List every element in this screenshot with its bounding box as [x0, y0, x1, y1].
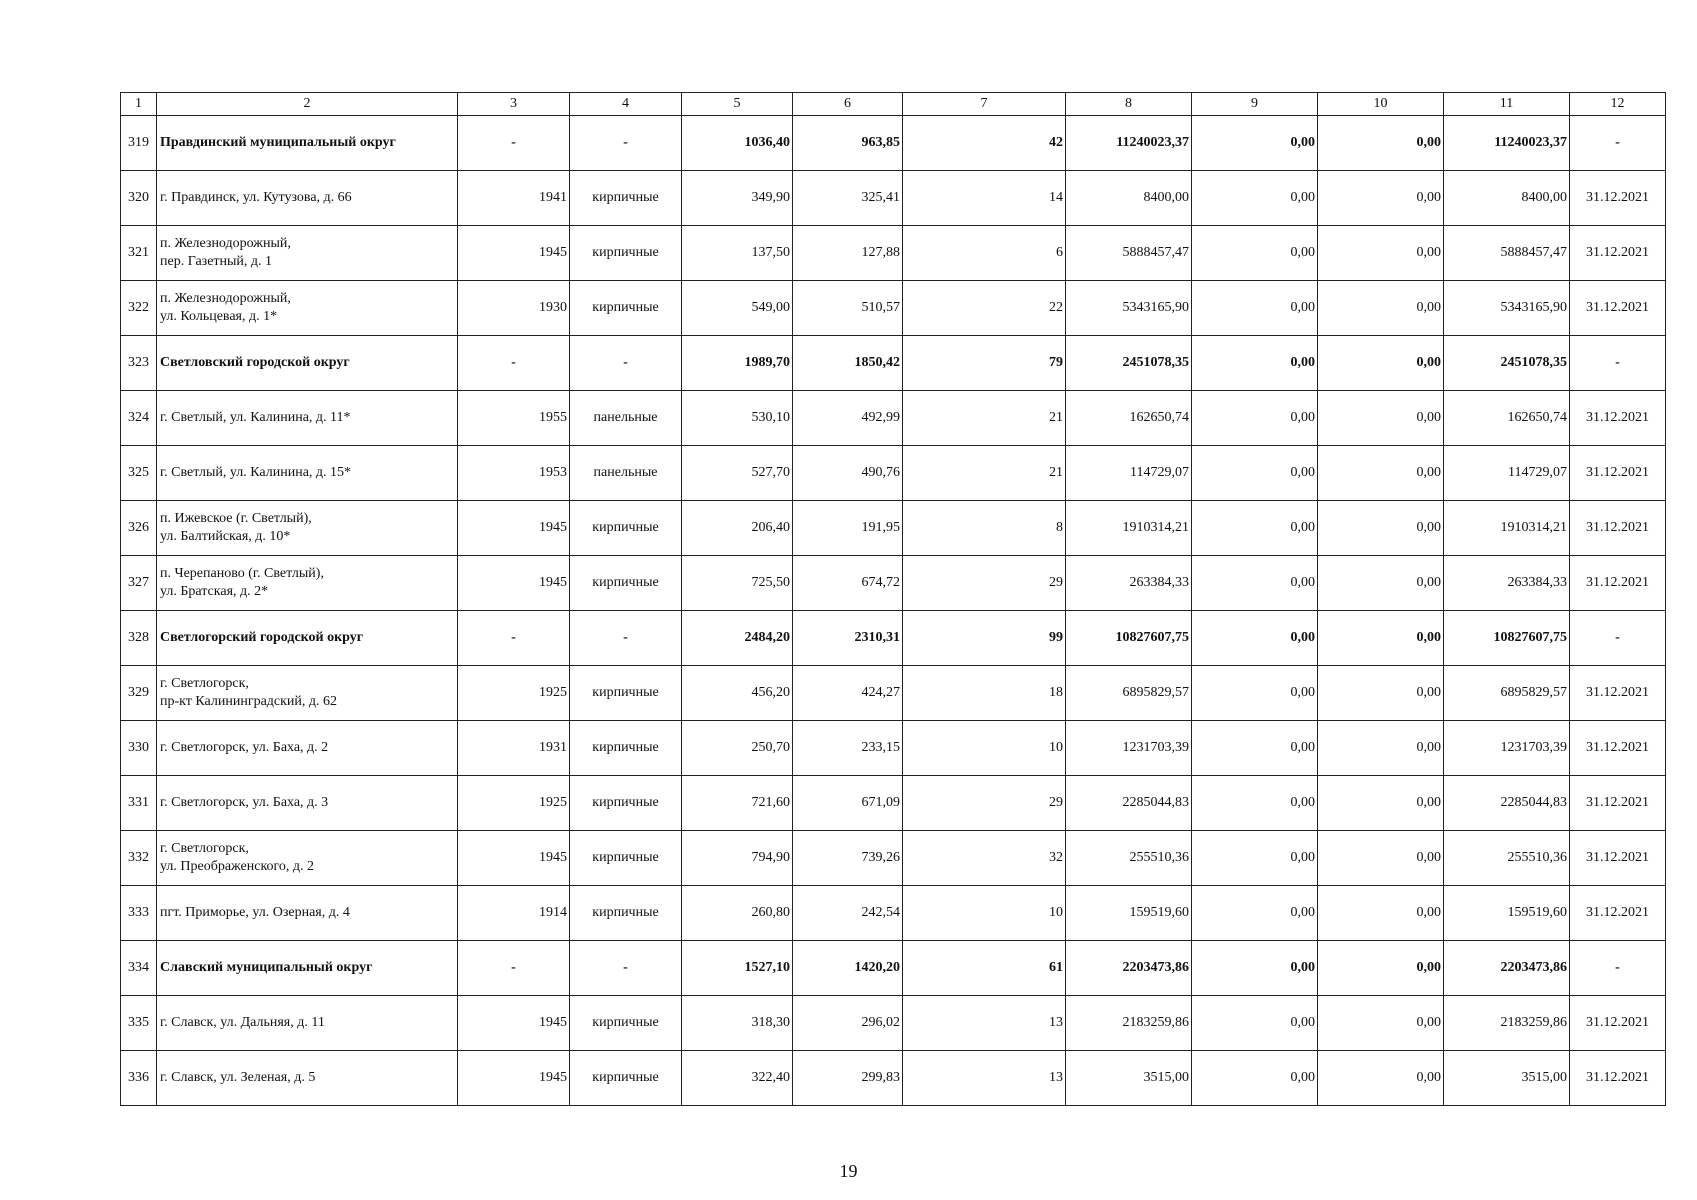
col9-cell: 0,00: [1192, 666, 1318, 721]
col9-cell: 0,00: [1192, 281, 1318, 336]
col11-cell: 1231703,39: [1444, 721, 1570, 776]
col5-cell: 456,20: [682, 666, 793, 721]
col7-cell: 6: [903, 226, 1066, 281]
row-number-cell: 320: [121, 171, 157, 226]
address-cell: Правдинский муниципальный округ: [157, 116, 458, 171]
address-cell: п. Ижевское (г. Светлый), ул. Балтийская, д. 10*: [157, 501, 458, 556]
col8-cell: 8400,00: [1066, 171, 1192, 226]
address-cell: г. Славск, ул. Зеленая, д. 5: [157, 1051, 458, 1106]
col10-cell: 0,00: [1318, 996, 1444, 1051]
table-row: [121, 556, 1666, 611]
row-number-cell: 322: [121, 281, 157, 336]
col6-cell: 191,95: [793, 501, 903, 556]
material-cell: кирпичные: [570, 226, 682, 281]
table-body: [121, 116, 1666, 1106]
row-number-cell: 333: [121, 886, 157, 941]
col6-cell: 490,76: [793, 446, 903, 501]
col7-cell: 79: [903, 336, 1066, 391]
col6-cell: 325,41: [793, 171, 903, 226]
year-cell: 1931: [458, 721, 570, 776]
address-cell: г. Славск, ул. Дальняя, д. 11: [157, 996, 458, 1051]
year-cell: 1955: [458, 391, 570, 446]
col6-cell: 296,02: [793, 996, 903, 1051]
row-number-cell: 319: [121, 116, 157, 171]
col5-cell: 549,00: [682, 281, 793, 336]
material-cell: -: [570, 941, 682, 996]
col11-cell: 255510,36: [1444, 831, 1570, 886]
col6-cell: 492,99: [793, 391, 903, 446]
col8-cell: 1231703,39: [1066, 721, 1192, 776]
col10-cell: 0,00: [1318, 556, 1444, 611]
address-cell: г. Светлогорск, пр-кт Калининградский, д. 62: [157, 666, 458, 721]
group-row: [121, 941, 1666, 996]
col6-cell: 2310,31: [793, 611, 903, 666]
col10-cell: 0,00: [1318, 226, 1444, 281]
column-header-4: 4: [570, 93, 682, 116]
col5-cell: 137,50: [682, 226, 793, 281]
col12-cell: 31.12.2021: [1570, 171, 1666, 226]
col5-cell: 1989,70: [682, 336, 793, 391]
year-cell: 1945: [458, 1051, 570, 1106]
col5-cell: 206,40: [682, 501, 793, 556]
row-number-cell: 327: [121, 556, 157, 611]
col8-cell: 11240023,37: [1066, 116, 1192, 171]
document-table-container: [120, 92, 1666, 1106]
col11-cell: 2451078,35: [1444, 336, 1570, 391]
col11-cell: 5888457,47: [1444, 226, 1570, 281]
col7-cell: 10: [903, 721, 1066, 776]
address-cell: п. Железнодорожный, пер. Газетный, д. 1: [157, 226, 458, 281]
col6-cell: 1420,20: [793, 941, 903, 996]
col9-cell: 0,00: [1192, 1051, 1318, 1106]
col7-cell: 10: [903, 886, 1066, 941]
col8-cell: 2203473,86: [1066, 941, 1192, 996]
column-header-12: 12: [1570, 93, 1666, 116]
col10-cell: 0,00: [1318, 336, 1444, 391]
material-cell: кирпичные: [570, 281, 682, 336]
col9-cell: 0,00: [1192, 996, 1318, 1051]
col7-cell: 8: [903, 501, 1066, 556]
material-cell: панельные: [570, 391, 682, 446]
col7-cell: 21: [903, 391, 1066, 446]
address-cell: г. Светлый, ул. Калинина, д. 15*: [157, 446, 458, 501]
col10-cell: 0,00: [1318, 171, 1444, 226]
col12-cell: 31.12.2021: [1570, 281, 1666, 336]
col8-cell: 2285044,83: [1066, 776, 1192, 831]
col8-cell: 159519,60: [1066, 886, 1192, 941]
table-row: [121, 831, 1666, 886]
col5-cell: 725,50: [682, 556, 793, 611]
col9-cell: 0,00: [1192, 446, 1318, 501]
col11-cell: 159519,60: [1444, 886, 1570, 941]
material-cell: кирпичные: [570, 721, 682, 776]
group-row: [121, 336, 1666, 391]
col8-cell: 162650,74: [1066, 391, 1192, 446]
col9-cell: 0,00: [1192, 721, 1318, 776]
material-cell: -: [570, 611, 682, 666]
table-row: [121, 171, 1666, 226]
col5-cell: 527,70: [682, 446, 793, 501]
address-cell: п. Черепаново (г. Светлый), ул. Братская, д. 2*: [157, 556, 458, 611]
column-header-6: 6: [793, 93, 903, 116]
col11-cell: 114729,07: [1444, 446, 1570, 501]
col12-cell: -: [1570, 116, 1666, 171]
col6-cell: 233,15: [793, 721, 903, 776]
col7-cell: 29: [903, 556, 1066, 611]
column-header-1: 1: [121, 93, 157, 116]
row-number-cell: 321: [121, 226, 157, 281]
col5-cell: 721,60: [682, 776, 793, 831]
material-cell: кирпичные: [570, 556, 682, 611]
buildings-table: [120, 92, 1666, 1106]
address-cell: г. Светлогорск, ул. Баха, д. 2: [157, 721, 458, 776]
col6-cell: 299,83: [793, 1051, 903, 1106]
material-cell: кирпичные: [570, 776, 682, 831]
col10-cell: 0,00: [1318, 721, 1444, 776]
address-cell: Светлогорский городской округ: [157, 611, 458, 666]
col6-cell: 674,72: [793, 556, 903, 611]
table-row: [121, 226, 1666, 281]
col7-cell: 14: [903, 171, 1066, 226]
col9-cell: 0,00: [1192, 556, 1318, 611]
column-header-5: 5: [682, 93, 793, 116]
col7-cell: 22: [903, 281, 1066, 336]
col8-cell: 263384,33: [1066, 556, 1192, 611]
col9-cell: 0,00: [1192, 941, 1318, 996]
col11-cell: 263384,33: [1444, 556, 1570, 611]
col12-cell: 31.12.2021: [1570, 391, 1666, 446]
year-cell: 1953: [458, 446, 570, 501]
year-cell: 1945: [458, 996, 570, 1051]
col12-cell: 31.12.2021: [1570, 446, 1666, 501]
material-cell: кирпичные: [570, 1051, 682, 1106]
row-number-cell: 323: [121, 336, 157, 391]
col8-cell: 255510,36: [1066, 831, 1192, 886]
col12-cell: 31.12.2021: [1570, 996, 1666, 1051]
year-cell: 1925: [458, 776, 570, 831]
col9-cell: 0,00: [1192, 171, 1318, 226]
col6-cell: 739,26: [793, 831, 903, 886]
column-header-8: 8: [1066, 93, 1192, 116]
col12-cell: 31.12.2021: [1570, 666, 1666, 721]
row-number-cell: 331: [121, 776, 157, 831]
col5-cell: 322,40: [682, 1051, 793, 1106]
group-row: [121, 116, 1666, 171]
row-number-cell: 328: [121, 611, 157, 666]
address-cell: Славский муниципальный округ: [157, 941, 458, 996]
col9-cell: 0,00: [1192, 226, 1318, 281]
col12-cell: 31.12.2021: [1570, 831, 1666, 886]
col7-cell: 32: [903, 831, 1066, 886]
row-number-cell: 324: [121, 391, 157, 446]
col11-cell: 8400,00: [1444, 171, 1570, 226]
address-cell: пгт. Приморье, ул. Озерная, д. 4: [157, 886, 458, 941]
col11-cell: 162650,74: [1444, 391, 1570, 446]
col5-cell: 318,30: [682, 996, 793, 1051]
year-cell: -: [458, 941, 570, 996]
address-cell: г. Правдинск, ул. Кутузова, д. 66: [157, 171, 458, 226]
column-header-9: 9: [1192, 93, 1318, 116]
col10-cell: 0,00: [1318, 446, 1444, 501]
col8-cell: 10827607,75: [1066, 611, 1192, 666]
col9-cell: 0,00: [1192, 116, 1318, 171]
material-cell: кирпичные: [570, 831, 682, 886]
col10-cell: 0,00: [1318, 776, 1444, 831]
material-cell: кирпичные: [570, 996, 682, 1051]
column-header-3: 3: [458, 93, 570, 116]
column-number-header: [121, 93, 1666, 116]
col8-cell: 5343165,90: [1066, 281, 1192, 336]
col6-cell: 424,27: [793, 666, 903, 721]
year-cell: 1945: [458, 226, 570, 281]
col7-cell: 13: [903, 1051, 1066, 1106]
col8-cell: 1910314,21: [1066, 501, 1192, 556]
col7-cell: 29: [903, 776, 1066, 831]
address-cell: г. Светлогорск, ул. Преображенского, д. 2: [157, 831, 458, 886]
col11-cell: 2203473,86: [1444, 941, 1570, 996]
table-row: [121, 391, 1666, 446]
col6-cell: 510,57: [793, 281, 903, 336]
col8-cell: 114729,07: [1066, 446, 1192, 501]
col5-cell: 530,10: [682, 391, 793, 446]
col10-cell: 0,00: [1318, 501, 1444, 556]
year-cell: 1941: [458, 171, 570, 226]
col11-cell: 3515,00: [1444, 1051, 1570, 1106]
col11-cell: 1910314,21: [1444, 501, 1570, 556]
col6-cell: 1850,42: [793, 336, 903, 391]
address-cell: п. Железнодорожный, ул. Кольцевая, д. 1*: [157, 281, 458, 336]
col6-cell: 963,85: [793, 116, 903, 171]
col8-cell: 2451078,35: [1066, 336, 1192, 391]
col8-cell: 3515,00: [1066, 1051, 1192, 1106]
year-cell: -: [458, 116, 570, 171]
row-number-cell: 325: [121, 446, 157, 501]
row-number-cell: 332: [121, 831, 157, 886]
col12-cell: 31.12.2021: [1570, 776, 1666, 831]
col10-cell: 0,00: [1318, 831, 1444, 886]
col7-cell: 21: [903, 446, 1066, 501]
address-cell: Светловский городской округ: [157, 336, 458, 391]
col11-cell: 5343165,90: [1444, 281, 1570, 336]
col7-cell: 13: [903, 996, 1066, 1051]
col8-cell: 5888457,47: [1066, 226, 1192, 281]
col9-cell: 0,00: [1192, 776, 1318, 831]
col5-cell: 260,80: [682, 886, 793, 941]
material-cell: -: [570, 116, 682, 171]
col12-cell: -: [1570, 941, 1666, 996]
table-row: [121, 721, 1666, 776]
year-cell: 1914: [458, 886, 570, 941]
column-header-7: 7: [903, 93, 1066, 116]
col9-cell: 0,00: [1192, 611, 1318, 666]
table-row: [121, 501, 1666, 556]
col6-cell: 127,88: [793, 226, 903, 281]
year-cell: -: [458, 336, 570, 391]
col9-cell: 0,00: [1192, 501, 1318, 556]
year-cell: -: [458, 611, 570, 666]
year-cell: 1945: [458, 556, 570, 611]
row-number-cell: 329: [121, 666, 157, 721]
row-number-cell: 334: [121, 941, 157, 996]
table-row: [121, 446, 1666, 501]
table-row: [121, 281, 1666, 336]
col5-cell: 349,90: [682, 171, 793, 226]
column-header-2: 2: [157, 93, 458, 116]
address-cell: г. Светлогорск, ул. Баха, д. 3: [157, 776, 458, 831]
col12-cell: 31.12.2021: [1570, 226, 1666, 281]
col11-cell: 2285044,83: [1444, 776, 1570, 831]
year-cell: 1930: [458, 281, 570, 336]
col7-cell: 61: [903, 941, 1066, 996]
col12-cell: 31.12.2021: [1570, 556, 1666, 611]
material-cell: кирпичные: [570, 171, 682, 226]
address-cell: г. Светлый, ул. Калинина, д. 11*: [157, 391, 458, 446]
col10-cell: 0,00: [1318, 886, 1444, 941]
row-number-cell: 335: [121, 996, 157, 1051]
col5-cell: 2484,20: [682, 611, 793, 666]
col6-cell: 242,54: [793, 886, 903, 941]
col7-cell: 18: [903, 666, 1066, 721]
col10-cell: 0,00: [1318, 666, 1444, 721]
col12-cell: -: [1570, 336, 1666, 391]
table-row: [121, 666, 1666, 721]
col9-cell: 0,00: [1192, 886, 1318, 941]
col6-cell: 671,09: [793, 776, 903, 831]
row-number-cell: 336: [121, 1051, 157, 1106]
col12-cell: 31.12.2021: [1570, 721, 1666, 776]
col8-cell: 6895829,57: [1066, 666, 1192, 721]
column-header-10: 10: [1318, 93, 1444, 116]
col11-cell: 11240023,37: [1444, 116, 1570, 171]
table-row: [121, 776, 1666, 831]
year-cell: 1945: [458, 501, 570, 556]
group-row: [121, 611, 1666, 666]
table-row: [121, 886, 1666, 941]
table-row: [121, 1051, 1666, 1106]
col9-cell: 0,00: [1192, 831, 1318, 886]
col5-cell: 1527,10: [682, 941, 793, 996]
col10-cell: 0,00: [1318, 611, 1444, 666]
row-number-cell: 326: [121, 501, 157, 556]
col10-cell: 0,00: [1318, 1051, 1444, 1106]
material-cell: кирпичные: [570, 666, 682, 721]
table-row: [121, 996, 1666, 1051]
col10-cell: 0,00: [1318, 391, 1444, 446]
material-cell: -: [570, 336, 682, 391]
material-cell: панельные: [570, 446, 682, 501]
col12-cell: 31.12.2021: [1570, 1051, 1666, 1106]
column-header-11: 11: [1444, 93, 1570, 116]
col12-cell: 31.12.2021: [1570, 501, 1666, 556]
year-cell: 1945: [458, 831, 570, 886]
col11-cell: 2183259,86: [1444, 996, 1570, 1051]
col12-cell: 31.12.2021: [1570, 886, 1666, 941]
col5-cell: 250,70: [682, 721, 793, 776]
col10-cell: 0,00: [1318, 941, 1444, 996]
col8-cell: 2183259,86: [1066, 996, 1192, 1051]
col7-cell: 42: [903, 116, 1066, 171]
col9-cell: 0,00: [1192, 391, 1318, 446]
col5-cell: 794,90: [682, 831, 793, 886]
col11-cell: 6895829,57: [1444, 666, 1570, 721]
col10-cell: 0,00: [1318, 281, 1444, 336]
page-number: 19: [839, 1161, 858, 1181]
row-number-cell: 330: [121, 721, 157, 776]
col9-cell: 0,00: [1192, 336, 1318, 391]
col11-cell: 10827607,75: [1444, 611, 1570, 666]
col10-cell: 0,00: [1318, 116, 1444, 171]
col7-cell: 99: [903, 611, 1066, 666]
col12-cell: -: [1570, 611, 1666, 666]
col5-cell: 1036,40: [682, 116, 793, 171]
year-cell: 1925: [458, 666, 570, 721]
material-cell: кирпичные: [570, 501, 682, 556]
material-cell: кирпичные: [570, 886, 682, 941]
